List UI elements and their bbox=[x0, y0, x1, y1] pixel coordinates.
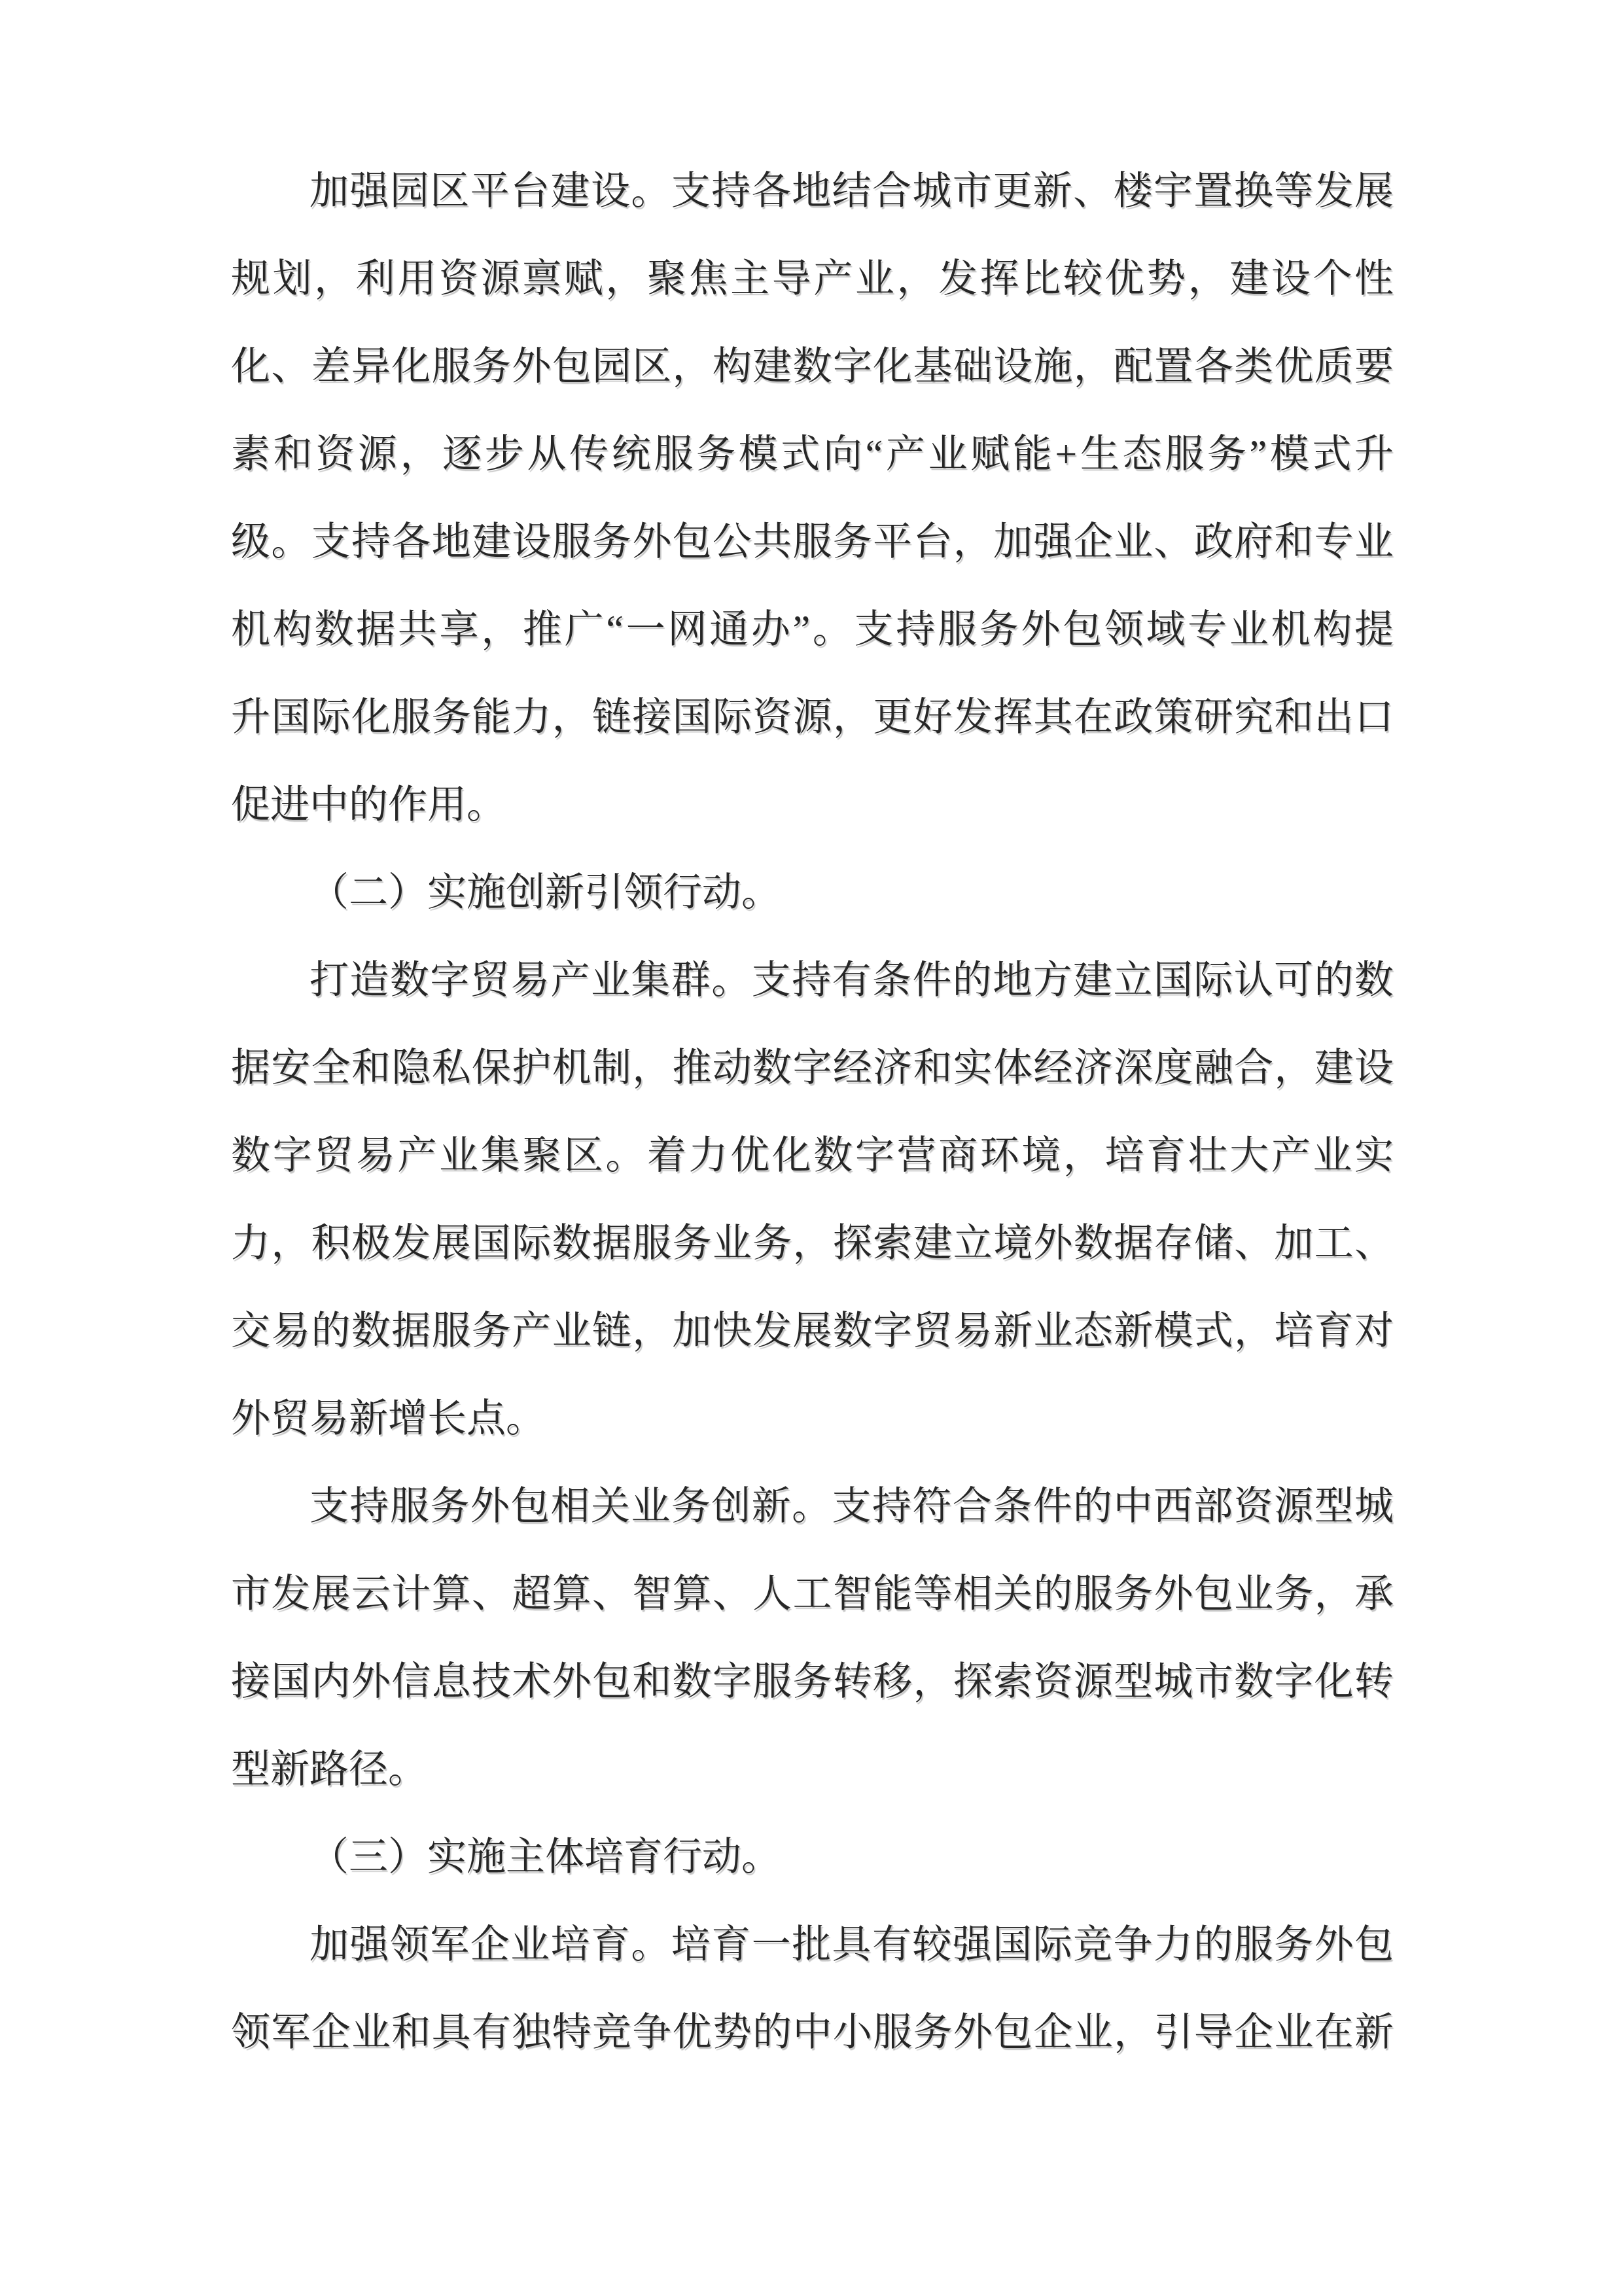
paragraph-outsourcing-innovation bbox=[231, 1462, 1394, 1813]
text-line: 型新路径。 bbox=[231, 1748, 427, 1791]
text-line: 规划，利用资源禀赋，聚焦主导产业，发挥比较优势，建设个性 bbox=[231, 257, 1394, 300]
paragraph-park-platform bbox=[231, 147, 1394, 849]
text-line: 交易的数据服务产业链，加快发展数字贸易新业态新模式，培育对 bbox=[231, 1309, 1394, 1352]
text-line: 升国际化服务能力，链接国际资源，更好发挥其在政策研究和出口 bbox=[231, 696, 1394, 739]
text-line: 素和资源，逐步从传统服务模式向“产业赋能+生态服务”模式升 bbox=[231, 433, 1394, 476]
text-line: 级。支持各地建设服务外包公共服务平台，加强企业、政府和专业 bbox=[231, 520, 1394, 563]
document-body bbox=[231, 147, 1394, 2076]
text-line: 领军企业和具有独特竞争优势的中小服务外包企业，引导企业在新 bbox=[231, 2011, 1394, 2054]
text-line: 加强领军企业培育。培育一批具有较强国际竞争力的服务外包 bbox=[309, 1923, 1394, 1966]
heading-line: （三）实施主体培育行动。 bbox=[309, 1835, 781, 1879]
text-line: 支持服务外包相关业务创新。支持符合条件的中西部资源型城 bbox=[309, 1485, 1394, 1528]
text-line: 据安全和隐私保护机制，推动数字经济和实体经济深度融合，建设 bbox=[231, 1046, 1394, 1089]
text-line: 数字贸易产业集聚区。着力优化数字营商环境，培育壮大产业实 bbox=[231, 1134, 1394, 1177]
text-line: 加强园区平台建设。支持各地结合城市更新、楼宇置换等发展 bbox=[309, 169, 1394, 213]
text-line: 力，积极发展国际数据服务业务，探索建立境外数据存储、加工、 bbox=[231, 1222, 1394, 1265]
section-heading-3 bbox=[231, 1813, 1394, 1901]
paragraph-leading-enterprises bbox=[231, 1901, 1394, 2076]
text-line: 市发展云计算、超算、智算、人工智能等相关的服务外包业务，承 bbox=[231, 1572, 1394, 1616]
text-line: 打造数字贸易产业集群。支持有条件的地方建立国际认可的数 bbox=[309, 959, 1394, 1002]
text-line: 外贸易新增长点。 bbox=[231, 1397, 545, 1440]
text-line: 促进中的作用。 bbox=[231, 783, 506, 826]
section-heading-2 bbox=[231, 849, 1394, 936]
paragraph-digital-trade-cluster bbox=[231, 936, 1394, 1462]
text-line: 化、差异化服务外包园区，构建数字化基础设施，配置各类优质要 bbox=[231, 345, 1394, 388]
text-line: 机构数据共享，推广“一网通办”。支持服务外包领域专业机构提 bbox=[231, 608, 1394, 651]
text-line: 接国内外信息技术外包和数字服务转移，探索资源型城市数字化转 bbox=[231, 1660, 1394, 1703]
heading-line: （二）实施创新引领行动。 bbox=[309, 871, 781, 914]
